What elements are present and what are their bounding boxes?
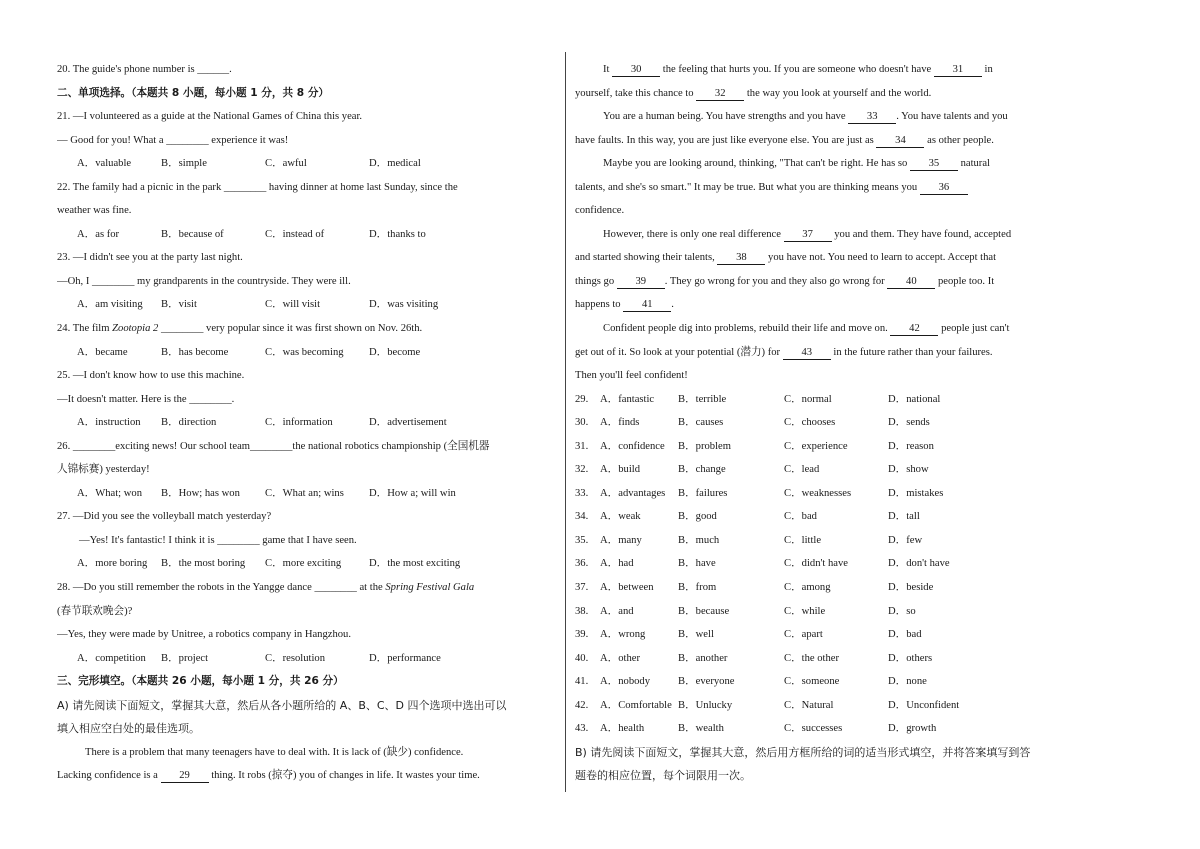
option-a: A．fantastic: [600, 393, 655, 405]
option-d: D．reason: [888, 440, 934, 452]
option-c: C．instead of: [265, 228, 325, 240]
question-22-stem: 22. The family had a picnic in the park ________ having dinner at home last Sunday, since the: [57, 181, 458, 193]
option-c: C．among: [784, 582, 831, 594]
question-23-stem: 23. —I didn't see you at the party last night.: [57, 252, 243, 264]
option-a: A．valuable: [77, 158, 132, 170]
option-a: A．Comfortable: [600, 699, 672, 711]
passage-line: There is a problem that many teenagers have to deal with. It is lack of (缺少) confidence.: [85, 746, 464, 758]
section-2-heading: 二、单项选择。（本题共 8 小题，每小题 1 分，共 8 分）: [57, 86, 330, 99]
question-26-stem: 26. ________exciting news! Our school team________the national robotics championship (全国机器: [57, 440, 490, 452]
blank-32: 32: [696, 87, 744, 101]
option-b: B．direction: [161, 417, 217, 429]
question-23-reply: —Oh, I ________ my grandparents in the countryside. They were ill.: [57, 275, 351, 287]
option-d: D．How a; will win: [369, 487, 456, 499]
cloze-option-row: 38. A．and B．because C．while D．so: [575, 600, 1070, 624]
option-d: D．don't have: [888, 558, 950, 570]
passage-line: Maybe you are looking around, thinking, "That can't be right. He has so 35 natural: [603, 158, 990, 170]
left-column: [57, 58, 554, 788]
question-21-reply: — Good for you! What a ________ experience it was!: [57, 134, 289, 146]
option-a: A．as for: [77, 228, 120, 240]
section-b-instruction: B) 请先阅读下面短文，掌握其大意，然后用方框所给的词的适当形式填空，并将答案填写到答: [575, 745, 1031, 759]
right-column: [575, 58, 1070, 788]
column-divider: [565, 52, 566, 792]
option-c: C．experience: [784, 440, 848, 452]
option-d: D．become: [369, 346, 421, 358]
option-d: D．growth: [888, 723, 937, 735]
option-d: D．show: [888, 464, 929, 476]
blank-43: 43: [783, 346, 831, 360]
option-c: C．while: [784, 605, 826, 617]
option-c: C．bad: [784, 511, 817, 523]
cloze-option-row: 33. A．advantages B．failures C．weaknesses D．mistakes: [575, 482, 1070, 506]
cloze-option-row: 37. A．between B．from C．among D．beside: [575, 576, 1070, 600]
option-d: D．advertisement: [369, 417, 447, 429]
question-28-stem-cont: (春节联欢晚会)?: [57, 605, 133, 617]
passage-line: yourself, take this chance to 32 the way you look at yourself and the world.: [575, 87, 932, 99]
blank-39: 39: [617, 275, 665, 289]
option-d: D．bad: [888, 629, 922, 641]
option-d: D．none: [888, 676, 927, 688]
option-d: D．tall: [888, 511, 920, 523]
gala-title: Spring Festival Gala: [385, 582, 475, 594]
option-d: D．so: [888, 605, 916, 617]
cloze-option-row: 42. A．Comfortable B．Unlucky C．Natural D．Unconfident: [575, 694, 1070, 718]
question-20: 20. The guide's phone number is ______.: [57, 64, 232, 75]
cloze-option-row: 39. A．wrong B．well C．apart D．bad: [575, 623, 1070, 647]
passage-line: Confident people dig into problems, rebuild their life and move on. 42 people just can't: [603, 323, 1010, 335]
cloze-option-row: 41. A．nobody B．everyone C．someone D．none: [575, 670, 1070, 694]
blank-35: 35: [910, 157, 958, 171]
option-b: B．good: [678, 511, 717, 523]
option-a: A．instruction: [77, 417, 141, 429]
option-a: A．nobody: [600, 676, 651, 688]
option-b: B．another: [678, 652, 728, 664]
option-a: A．What; won: [77, 487, 143, 499]
option-c: C．apart: [784, 629, 823, 641]
question-26-options: [57, 482, 554, 506]
option-d: D．performance: [369, 652, 441, 664]
option-c: C．more exciting: [265, 558, 342, 570]
blank-31: 31: [934, 63, 982, 77]
option-d: D．sends: [888, 417, 930, 429]
question-28-reply: —Yes, they were made by Unitree, a robotics company in Hangzhou.: [57, 629, 352, 641]
section-3-heading: 三、完形填空。（本题共 26 小题，每小题 1 分，共 26 分）: [57, 675, 344, 688]
question-24-stem: 24. The film Zootopia 2 ________ very popular since it was first shown on Nov. 26th.: [57, 323, 423, 335]
cloze-option-row: 29. A．fantastic B．terrible C．normal D．national: [575, 388, 1070, 412]
option-a: A．build: [600, 464, 641, 476]
blank-42: 42: [890, 322, 938, 336]
option-d: D．beside: [888, 582, 934, 594]
passage-line: things go 39 . They go wrong for you and they also go wrong for 40 people too. It: [575, 275, 995, 287]
question-27-reply: —Yes! It's fantastic! I think it is ________ game that I have seen.: [79, 534, 357, 546]
blank-30: 30: [612, 63, 660, 77]
passage-line: happens to 41 .: [575, 299, 674, 311]
cloze-option-row: 40. A．other B．another C．the other D．others: [575, 647, 1070, 671]
blank-41: 41: [623, 298, 671, 312]
passage-line: Lacking confidence is a 29 thing. It robs (掠夺) you of changes in life. It wastes your time.: [57, 770, 480, 782]
option-a: A．confidence: [600, 440, 665, 452]
option-a: A．and: [600, 605, 634, 617]
passage-line: It 30 the feeling that hurts you. If you are someone who doesn't have 31 in: [603, 64, 993, 75]
question-27-stem: 27. —Did you see the volleyball match yesterday?: [57, 511, 272, 523]
option-c: C．awful: [265, 158, 307, 170]
question-24-options: [57, 341, 554, 365]
question-28-stem: 28. —Do you still remember the robots in the Yangge dance ________ at the Spring Festival Gala: [57, 582, 475, 594]
option-a: A．wrong: [600, 629, 646, 641]
option-d: D．few: [888, 534, 923, 546]
passage-line: get out of it. So look at your potential (潜力) for 43 in the future rather than your failures.: [575, 346, 993, 358]
option-a: A．finds: [600, 417, 640, 429]
option-c: C．resolution: [265, 652, 326, 664]
option-a: A．competition: [77, 652, 146, 664]
option-a: A．advantages: [600, 487, 666, 499]
question-28-options: [57, 647, 554, 671]
option-a: A．weak: [600, 511, 641, 523]
option-d: D．national: [888, 393, 941, 405]
film-title: Zootopia 2: [112, 323, 159, 335]
option-a: A．am visiting: [77, 299, 143, 311]
question-22-stem-cont: weather was fine.: [57, 205, 132, 217]
blank-38: 38: [717, 251, 765, 265]
question-21-options: [57, 152, 554, 176]
blank-29: 29: [161, 769, 209, 783]
option-a: A．had: [600, 558, 634, 570]
option-a: A．became: [77, 346, 128, 358]
option-a: A．many: [600, 534, 642, 546]
option-c: C．was becoming: [265, 346, 344, 358]
passage-line: and started showing their talents, 38 you have not. You need to learn to accept. Accept that: [575, 252, 997, 264]
blank-36: 36: [920, 181, 968, 195]
blank-40: 40: [887, 275, 935, 289]
option-d: D．mistakes: [888, 487, 944, 499]
question-27-options: [57, 552, 554, 576]
option-b: B．much: [678, 534, 720, 546]
option-b: B．Unlucky: [678, 699, 733, 711]
option-a: A．between: [600, 582, 654, 594]
option-b: B．from: [678, 582, 717, 594]
option-c: C．the other: [784, 652, 840, 664]
option-b: B．has become: [161, 346, 229, 358]
option-b: B．terrible: [678, 393, 727, 405]
cloze-option-row: 32. A．build B．change C．lead D．show: [575, 458, 1070, 482]
option-b: B．change: [678, 464, 726, 476]
option-b: B．causes: [678, 417, 724, 429]
option-c: C．weaknesses: [784, 487, 852, 499]
question-26-stem-cont: 人锦标赛) yesterday!: [57, 464, 150, 476]
option-b: B．failures: [678, 487, 728, 499]
passage-line: You are a human being. You have strengths and you have 33 . You have talents and you: [603, 111, 1008, 123]
option-c: C．lead: [784, 464, 820, 476]
option-b: B．problem: [678, 440, 731, 452]
option-b: B．project: [161, 652, 209, 664]
option-b: B．well: [678, 629, 714, 641]
option-c: C．normal: [784, 393, 832, 405]
option-c: C．Natural: [784, 699, 834, 711]
option-b: B．everyone: [678, 676, 735, 688]
cloze-option-row: 43. A．health B．wealth C．successes D．growth: [575, 717, 1070, 741]
blank-33: 33: [848, 110, 896, 124]
cloze-option-row: 31. A．confidence B．problem C．experience D．reason: [575, 435, 1070, 459]
section-b-instruction-cont: 题卷的相应位置，每个词限用一次。: [575, 769, 751, 783]
option-c: C．didn't have: [784, 558, 848, 570]
blank-34: 34: [876, 134, 924, 148]
option-a: A．other: [600, 652, 641, 664]
passage-line: Then you'll feel confident!: [575, 370, 688, 382]
option-c: C．information: [265, 417, 333, 429]
question-25-stem: 25. —I don't know how to use this machine.: [57, 370, 245, 382]
question-21-stem: 21. —I volunteered as a guide at the National Games of China this year.: [57, 111, 363, 123]
option-b: B．have: [678, 558, 716, 570]
option-c: C．What an; wins: [265, 487, 344, 499]
option-c: C．little: [784, 534, 822, 546]
option-c: C．successes: [784, 723, 843, 735]
option-b: B．simple: [161, 158, 207, 170]
option-a: A．more boring: [77, 558, 148, 570]
cloze-option-row: 34. A．weak B．good C．bad D．tall: [575, 505, 1070, 529]
blank-37: 37: [784, 228, 832, 242]
option-b: B．wealth: [678, 723, 724, 735]
option-c: C．someone: [784, 676, 840, 688]
option-d: D．the most exciting: [369, 558, 461, 570]
option-c: C．chooses: [784, 417, 836, 429]
option-d: D．Unconfident: [888, 699, 960, 711]
option-b: B．because of: [161, 228, 224, 240]
option-d: D．others: [888, 652, 933, 664]
question-22-options: [57, 223, 554, 247]
option-c: C．will visit: [265, 299, 321, 311]
question-23-options: [57, 293, 554, 317]
passage-line: However, there is only one real difference 37 you and them. They have found, accepted: [603, 228, 1012, 240]
cloze-option-row: 35. A．many B．much C．little D．few: [575, 529, 1070, 553]
option-b: B．the most boring: [161, 558, 246, 570]
option-d: D．medical: [369, 158, 421, 170]
section-3-instruction: A) 请先阅读下面短文，掌握其大意，然后从各小题所给的 A、B、C、D 四个选项中选出可以: [57, 698, 507, 712]
option-b: B．visit: [161, 299, 197, 311]
option-d: D．thanks to: [369, 228, 426, 240]
option-d: D．was visiting: [369, 299, 439, 311]
option-b: B．How; has won: [161, 487, 240, 499]
section-3-instruction-cont: 填入相应空白处的最佳选项。: [57, 722, 200, 736]
passage-line: confidence.: [575, 205, 625, 217]
option-a: A．health: [600, 723, 645, 735]
option-b: B．because: [678, 605, 730, 617]
passage-line: have faults. In this way, you are just like everyone else. You are just as 34 as other people.: [575, 134, 994, 146]
question-25-reply: —It doesn't matter. Here is the ________.: [57, 393, 235, 405]
cloze-option-row: 30. A．finds B．causes C．chooses D．sends: [575, 411, 1070, 435]
question-25-options: [57, 411, 554, 435]
passage-line: talents, and she's so smart." It may be true. But what you are thinking means you 36: [575, 176, 1070, 200]
cloze-option-row: 36. A．had B．have C．didn't have D．don't have: [575, 552, 1070, 576]
